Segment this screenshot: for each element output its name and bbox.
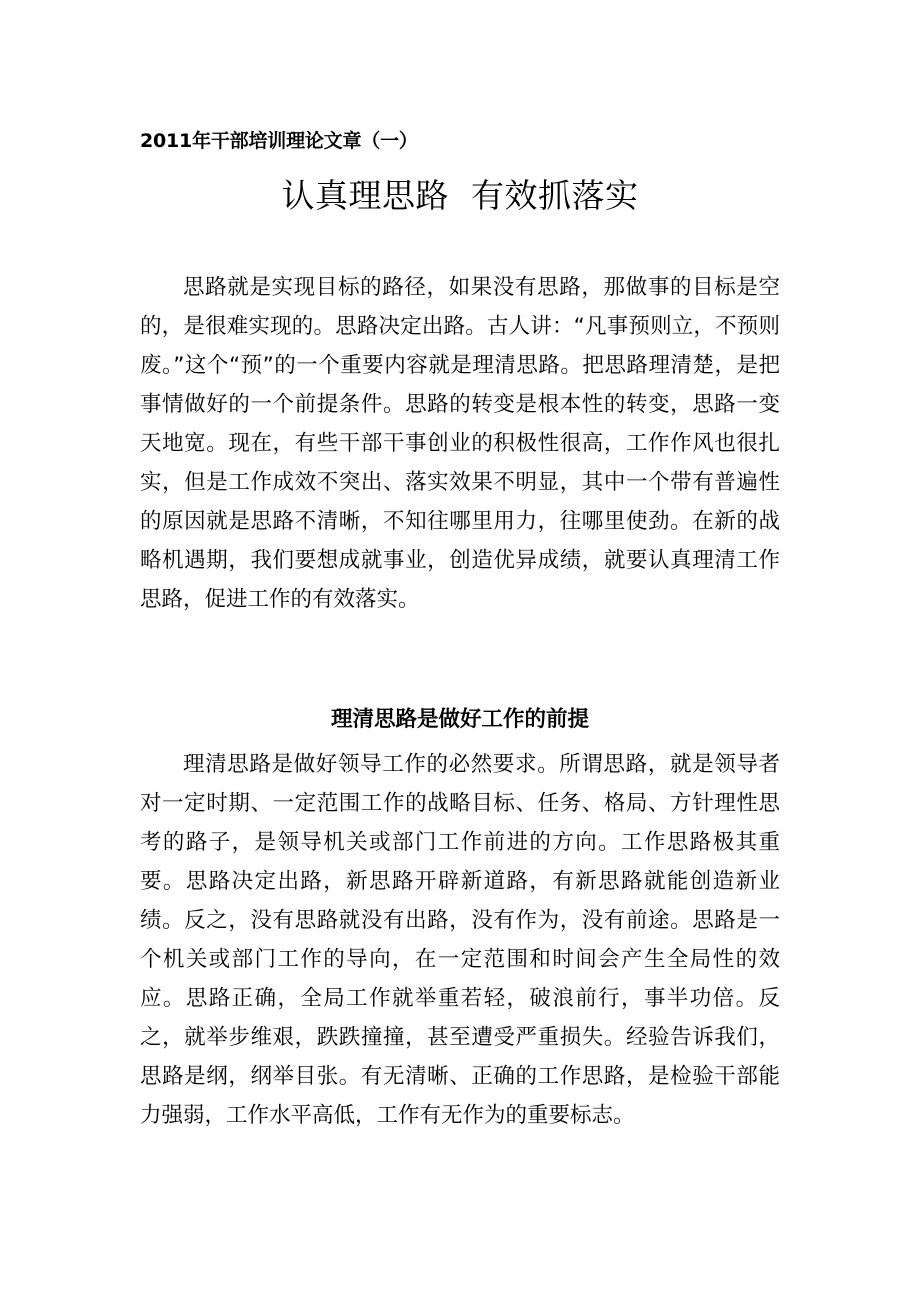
intro-paragraph: 思路就是实现目标的路径，如果没有思路，那做事的目标是空的，是很难实现的。思路决定出路。古人讲：“凡事预则立，不预则废。”这个“预”的一个重要内容就是理清思路。把思路理清楚，是把事情做好的一个前提条件。思路的转变是根本性的转变，思路一变天地宽。现在，有些干部干事创业的积极性很高，工作作风也很扎实，但是工作成效不突出、落实效果不明显，其中一个带有普遍性的原因就是思路不清晰，不知往哪里用力，往哪里使劲。在新的战略机遇期，我们要想成就事业，创造优异成绩，就要认真理清工作思路，促进工作的有效落实。 — [140, 275, 780, 612]
series-title: 2011年干部培训理论文章（一） — [140, 130, 418, 152]
section-paragraph: 理清思路是做好领导工作的必然要求。所谓思路，就是领导者对一定时期、一定范围工作的战略目标、任务、格局、方针理性思考的路子，是领导机关或部门工作前进的方向。工作思路极其重要。思路决定出路，新思路开辟新道路，有新思路就能创造新业绩。反之，没有思路就没有出路，没有作为，没有前途。思路是一个机关或部门工作的导向，在一定范围和时间会产生全局性的效应。思路正确，全局工作就举重若轻，破浪前行，事半功倍。反之，就举步维艰，跌跌撞撞，甚至遭受严重损失。经验告诉我们，思路是纲，纲举目张。有无清晰、正确的工作思路，是检验干部能力强弱，工作水平高低，工作有无作为的重要标志。 — [140, 752, 780, 1128]
section-heading: 理清思路是做好工作的前提 — [330, 707, 589, 732]
main-title: 认真理思路 有效抓落实 — [281, 176, 639, 215]
